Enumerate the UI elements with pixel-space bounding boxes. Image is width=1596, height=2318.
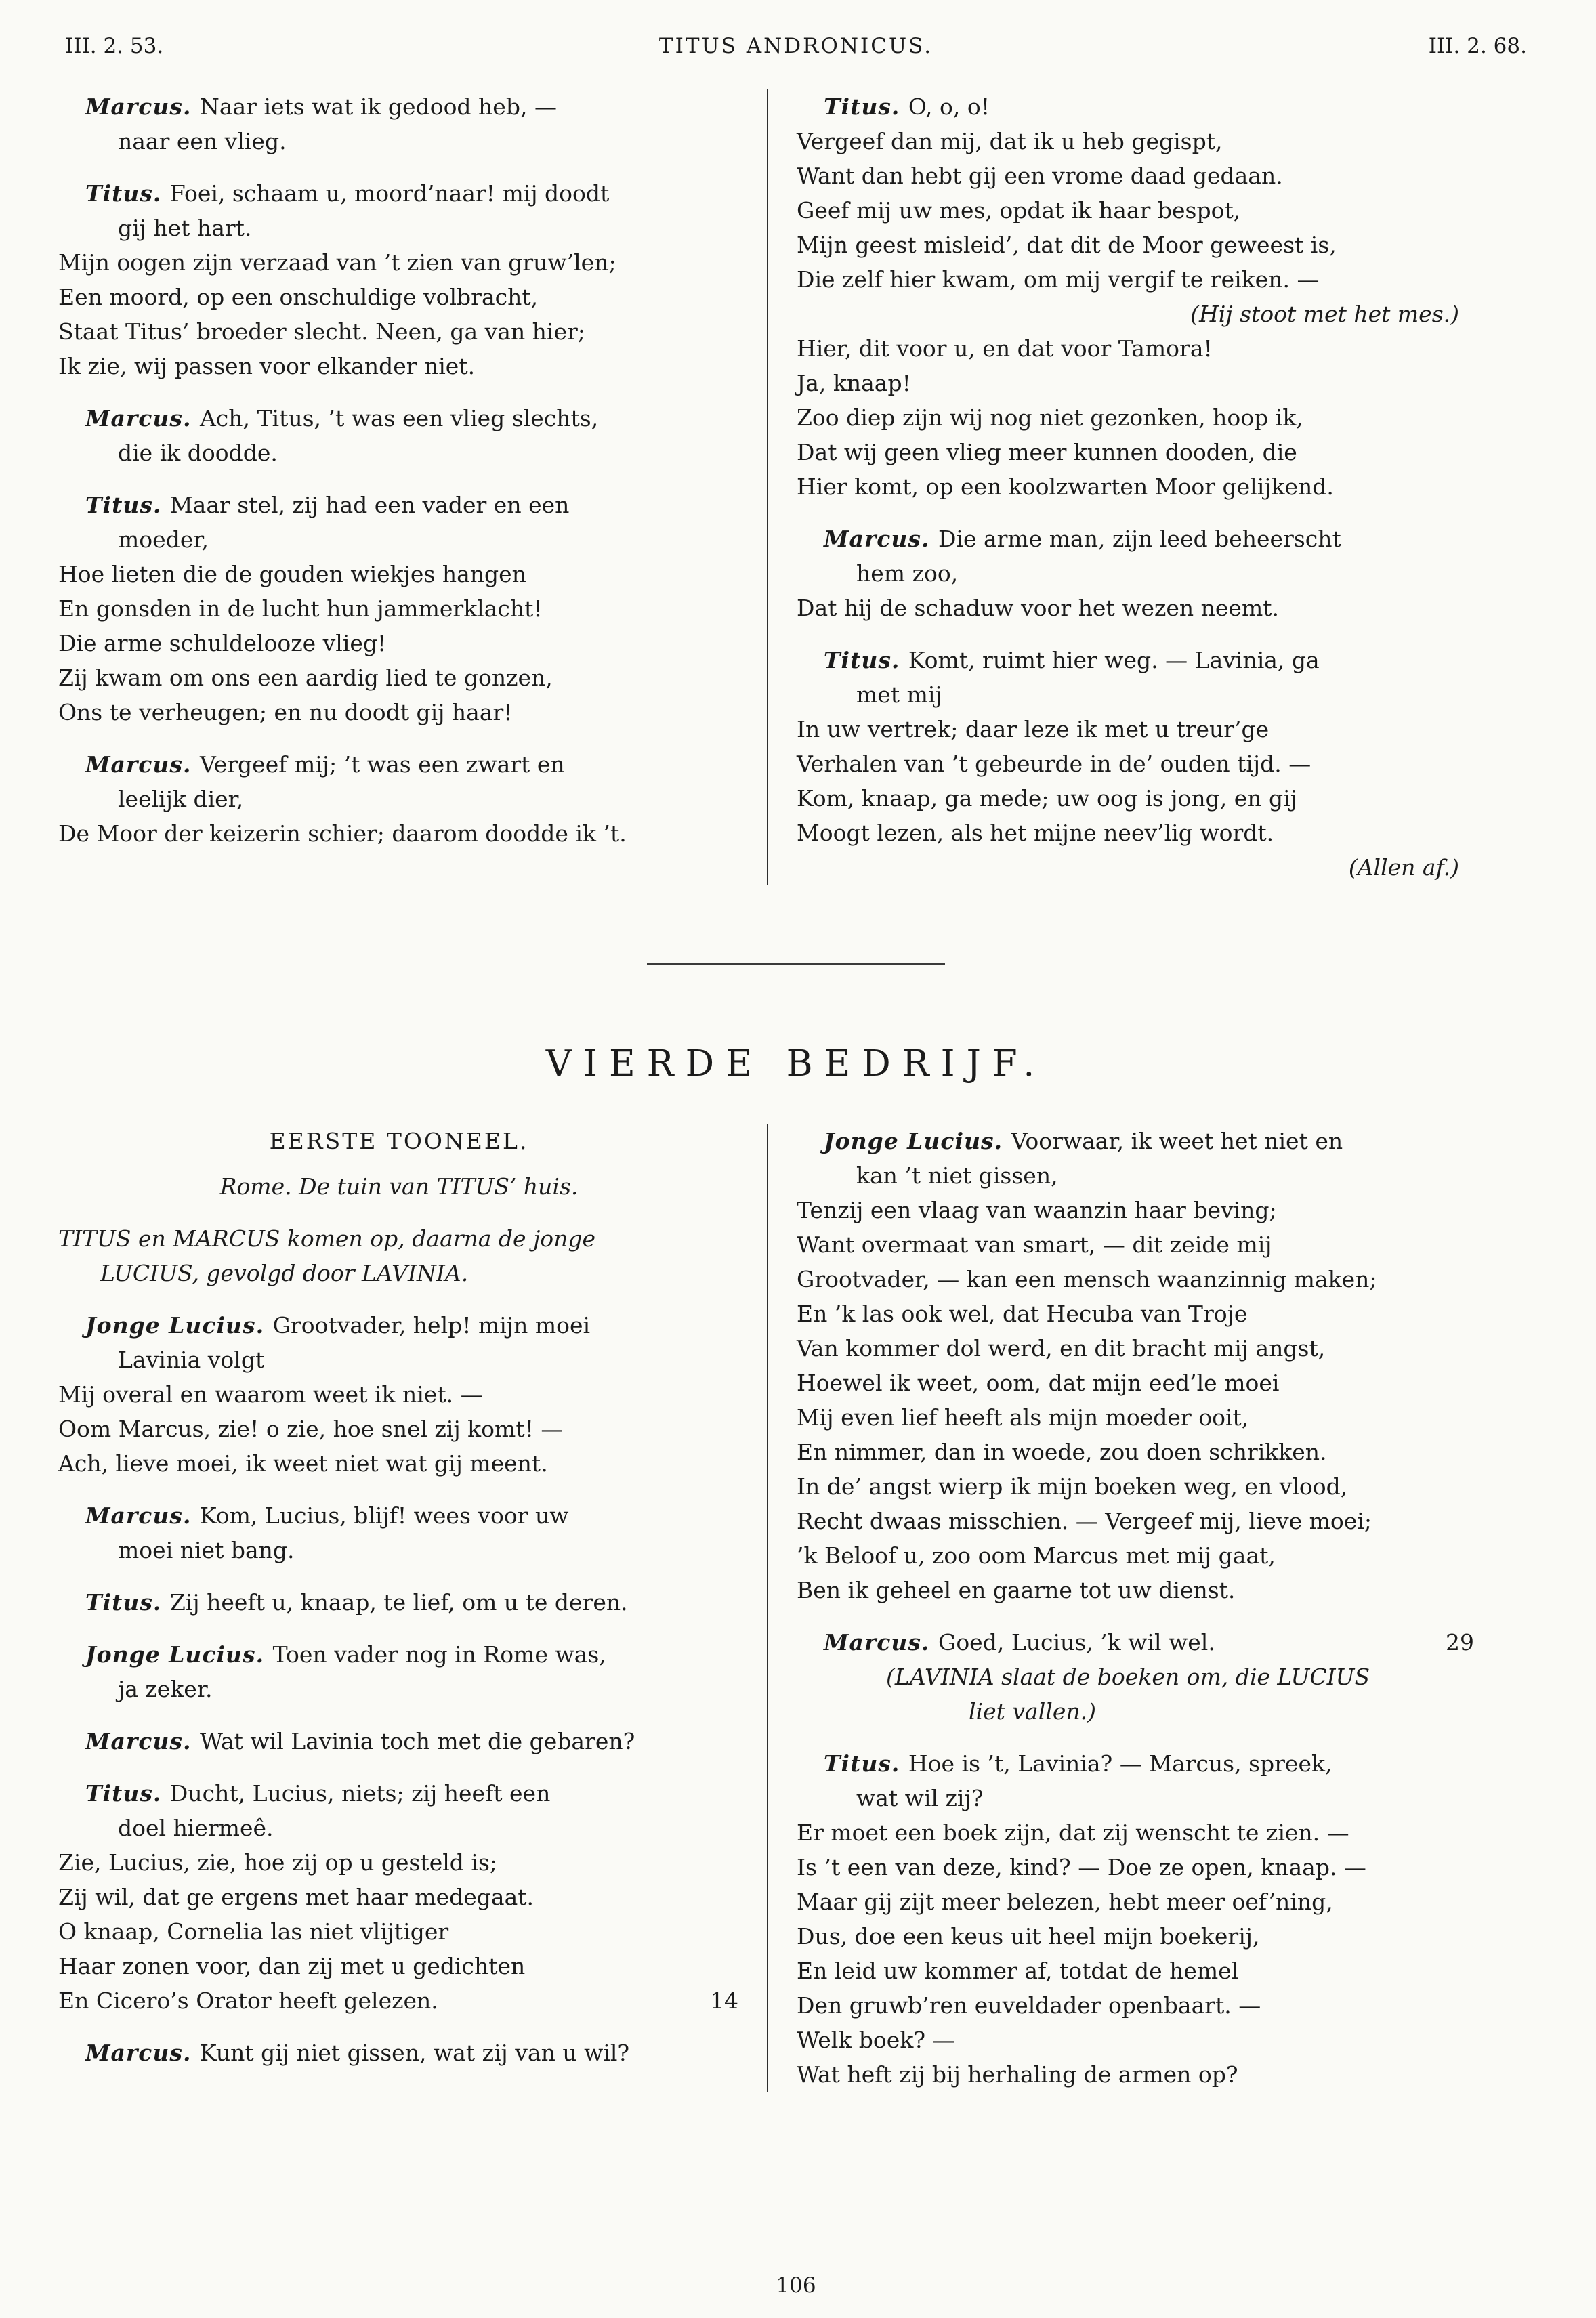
speech-line: Marcus. Vergeef mij; ’t was een zwart en: [85, 751, 565, 778]
speech-line: Hier, dit voor u, en dat voor Tamora!: [797, 335, 1213, 362]
speech-line: doel hiermeê.: [118, 1815, 274, 1841]
page-number: 106: [776, 2273, 816, 2298]
speech-line: Jonge Lucius. Voorwaar, ik weet het niet en: [824, 1128, 1343, 1154]
speech-line: hem zoo,: [856, 560, 959, 587]
bottom-left-column: [58, 1124, 767, 2092]
bottom-right-column: [767, 1124, 1475, 2092]
speech-line: Lavinia volgt: [118, 1347, 265, 1373]
speech-line: Marcus. Kom, Lucius, blijf! wees voor uw: [85, 1502, 569, 1529]
stage-direction: TITUS en MARCUS komen op, daarna de jonge: [58, 1225, 596, 1252]
speech-line: Zij kwam om ons een aardig lied te gonzen,: [58, 665, 553, 691]
speech-line: Marcus. Naar iets wat ik gedood heb, —: [85, 93, 557, 120]
speech-line: Hier komt, op een koolzwarten Moor gelijkend.: [797, 473, 1334, 500]
stage-direction: (LAVINIA slaat de boeken om, die LUCIUS: [886, 1664, 1370, 1690]
speech-line: Mijn oogen zijn verzaad van ’t zien van gruw’len;: [58, 249, 616, 276]
speaker-name: Marcus.: [85, 751, 200, 778]
stage-direction: (Allen af.): [1348, 854, 1459, 881]
speech-line: ’k Beloof u, zoo oom Marcus met mij gaat,: [797, 1542, 1276, 1569]
speech-line: En gonsden in de lucht hun jammerklacht!: [58, 595, 543, 622]
speech-line: O knaap, Cornelia las niet vlijtiger: [58, 1918, 449, 1945]
speech-line: Er moet een boek zijn, dat zij wenscht te zien. —: [797, 1819, 1349, 1846]
top-text-section: [58, 89, 1534, 885]
speaker-name: Titus.: [85, 180, 170, 207]
speech-line: Kom, knaap, ga mede; uw oog is jong, en gij: [797, 785, 1297, 812]
speech-line: Titus. Ducht, Lucius, niets; zij heeft een: [85, 1780, 551, 1807]
speech-line: Dat hij de schaduw voor het wezen neemt.: [797, 595, 1279, 621]
speech-line: Marcus. Kunt gij niet gissen, wat zij van u wil?: [85, 2040, 630, 2066]
scene-setting: Rome. De tuin van TITUS’ huis.: [219, 1173, 579, 1200]
speech-line: Haar zonen voor, dan zij met u gedichten: [58, 1953, 526, 1979]
speech-line: Zie, Lucius, zie, hoe zij op u gesteld is;: [58, 1849, 497, 1876]
speech-line: Een moord, op een onschuldige volbracht,: [58, 284, 539, 310]
speaker-name: Marcus.: [85, 93, 200, 120]
speech-line: leelijk dier,: [118, 786, 244, 812]
speaker-name: Jonge Lucius.: [824, 1128, 1011, 1154]
running-title: TITUS ANDRONICUS.: [658, 34, 933, 58]
speaker-name: Jonge Lucius.: [85, 1312, 273, 1339]
stage-direction: liet vallen.): [969, 1698, 1096, 1725]
speech-line: Ben ik geheel en gaarne tot uw dienst.: [797, 1577, 1236, 1603]
speech-line: Die arme schuldelooze vlieg!: [58, 630, 387, 656]
speech-line: Want overmaat van smart, — dit zeide mij: [797, 1231, 1272, 1258]
speech-line: En nimmer, dan in woede, zou doen schrikken.: [797, 1439, 1327, 1465]
speech-line: Vergeef dan mij, dat ik u heb gegispt,: [797, 128, 1223, 154]
speech-line: Tenzij een vlaag van waanzin haar beving;: [797, 1197, 1277, 1223]
speech-line: Is ’t een van deze, kind? — Doe ze open, knaap. —: [797, 1854, 1366, 1880]
speaker-name: Titus.: [824, 1750, 908, 1777]
speech-line: Maar gij zijt meer belezen, hebt meer oef’ning,: [797, 1889, 1333, 1915]
speech-line: Ons te verheugen; en nu doodt gij haar!: [58, 699, 513, 725]
speech-line: In uw vertrek; daar leze ik met u treur’ge: [797, 716, 1269, 742]
speech-line: En ’k las ook wel, dat Hecuba van Troje: [797, 1301, 1248, 1327]
speech-line: ja zeker.: [118, 1676, 213, 1702]
speech-line: Hoewel ik weet, oom, dat mijn eed’le moei: [797, 1370, 1280, 1396]
speech-line: Mij even lief heeft als mijn moeder ooit,: [797, 1404, 1249, 1431]
speech-line: Ik zie, wij passen voor elkander niet.: [58, 353, 476, 379]
speaker-name: Titus.: [824, 647, 908, 673]
scene-heading: EERSTE TOONEEL.: [269, 1128, 529, 1154]
speech-line: Zoo diep zijn wij nog niet gezonken, hoop ik,: [797, 404, 1303, 431]
top-right-column: [767, 89, 1475, 885]
page-header: [58, 34, 1534, 58]
speaker-name: Jonge Lucius.: [85, 1641, 273, 1668]
speech-line: Van kommer dol werd, en dit bracht mij angst,: [797, 1335, 1326, 1362]
speech-line: Moogt lezen, als het mijne neev’lig wordt.: [797, 820, 1274, 846]
speech-line: Recht dwaas misschien. — Vergeef mij, lieve moei;: [797, 1508, 1372, 1534]
speaker-name: Titus.: [85, 1780, 170, 1807]
speaker-name: Marcus.: [85, 1728, 200, 1754]
verse-line-number: 29: [1446, 1629, 1474, 1656]
speaker-name: Titus.: [85, 492, 170, 518]
speech-line: De Moor der keizerin schier; daarom doodde ik ’t.: [58, 820, 627, 847]
speech-line: Oom Marcus, zie! o zie, hoe snel zij komt! —: [58, 1416, 564, 1442]
speech-line: Welk boek? —: [797, 2027, 955, 2053]
speech-line: Jonge Lucius. Toen vader nog in Rome was,: [85, 1641, 606, 1668]
speech-line: moeder,: [118, 526, 209, 553]
speaker-name: Marcus.: [824, 526, 938, 552]
bottom-text-section: [58, 1124, 1534, 2092]
speech-line: Wat heft zij bij herhaling de armen op?: [797, 2061, 1238, 2088]
speaker-name: Marcus.: [85, 2040, 200, 2066]
speech-line: Staat Titus’ broeder slecht. Neen, ga van hier;: [58, 318, 585, 345]
act-heading: VIERDE BEDRIJF.: [545, 1043, 1047, 1084]
speech-line: Titus. O, o, o!: [824, 93, 990, 120]
speech-line: Want dan hebt gij een vrome daad gedaan.: [797, 163, 1283, 189]
speech-line: gij het hart.: [118, 215, 252, 241]
speech-line: Marcus. Wat wil Lavinia toch met die gebaren?: [85, 1728, 635, 1754]
speaker-name: Marcus.: [824, 1629, 938, 1656]
speech-line: Marcus. Goed, Lucius, ’k wil wel. 29: [797, 1625, 1475, 1660]
speaker-name: Marcus.: [85, 405, 200, 431]
speech-line: Marcus. Ach, Titus, ’t was een vlieg slechts,: [85, 405, 599, 431]
speech-line: En leid uw kommer af, totdat de hemel: [797, 1958, 1239, 1984]
speech-line: Titus. Zij heeft u, knaap, te lief, om u te deren.: [85, 1589, 628, 1616]
speech-line: Titus. Komt, ruimt hier weg. — Lavinia, ga: [824, 647, 1320, 673]
speech-line: Titus. Foei, schaam u, moord’naar! mij doodt: [85, 180, 610, 207]
speech-line: Titus. Hoe is ’t, Lavinia? — Marcus, spreek,: [824, 1750, 1332, 1777]
speech-line: naar een vlieg.: [118, 128, 287, 154]
speech-line: Geef mij uw mes, opdat ik haar bespot,: [797, 197, 1241, 224]
speech-line: wat wil zij?: [856, 1785, 984, 1811]
speech-line: Dat wij geen vlieg meer kunnen dooden, die: [797, 439, 1297, 465]
speech-line: die ik doodde.: [118, 440, 278, 466]
section-divider-rule: [647, 963, 945, 965]
speech-line: Dus, doe een keus uit heel mijn boekerij,: [797, 1923, 1260, 1950]
speech-line: Marcus. Die arme man, zijn leed beheerscht: [824, 526, 1341, 552]
speech-line: Grootvader, — kan een mensch waanzinnig maken;: [797, 1266, 1377, 1292]
stage-direction: LUCIUS, gevolgd door LAVINIA.: [100, 1260, 469, 1286]
speaker-name: Titus.: [85, 1589, 170, 1616]
speech-line: Verhalen van ’t gebeurde in de’ ouden tijd. —: [797, 751, 1311, 777]
speech-line: Titus. Maar stel, zij had een vader en een: [85, 492, 570, 518]
speech-line: Mij overal en waarom weet ik niet. —: [58, 1381, 483, 1408]
speech-line: Den gruwb’ren euveldader openbaart. —: [797, 1992, 1261, 2019]
speech-line: met mij: [856, 681, 942, 708]
speech-line: moei niet bang.: [118, 1537, 295, 1563]
act-scene-line-ref-right: III. 2. 68.: [1428, 34, 1527, 58]
top-left-column: [58, 89, 767, 885]
speech-line: Die zelf hier kwam, om mij vergif te reiken. —: [797, 266, 1320, 293]
speaker-name: Marcus.: [85, 1502, 200, 1529]
speech-line: Ach, lieve moei, ik weet niet wat gij meent.: [58, 1450, 548, 1477]
speech-line: In de’ angst wierp ik mijn boeken weg, en vlood,: [797, 1473, 1348, 1500]
speech-line: Zij wil, dat ge ergens met haar medegaat.: [58, 1884, 534, 1910]
act-scene-line-ref-left: III. 2. 53.: [65, 34, 164, 58]
stage-direction: (Hij stoot met het mes.): [1190, 301, 1459, 327]
speech-line: En Cicero’s Orator heeft gelezen. 14: [58, 1983, 740, 2018]
speech-line: Ja, knaap!: [797, 370, 911, 396]
speech-line: kan ’t niet gissen,: [856, 1162, 1058, 1189]
speech-line: Hoe lieten die de gouden wiekjes hangen: [58, 561, 526, 587]
speaker-name: Titus.: [824, 93, 908, 120]
verse-line-number: 14: [710, 1987, 738, 2014]
speech-line: Mijn geest misleid’, dat dit de Moor geweest is,: [797, 232, 1337, 258]
speech-line: Jonge Lucius. Grootvader, help! mijn moei: [85, 1312, 591, 1339]
